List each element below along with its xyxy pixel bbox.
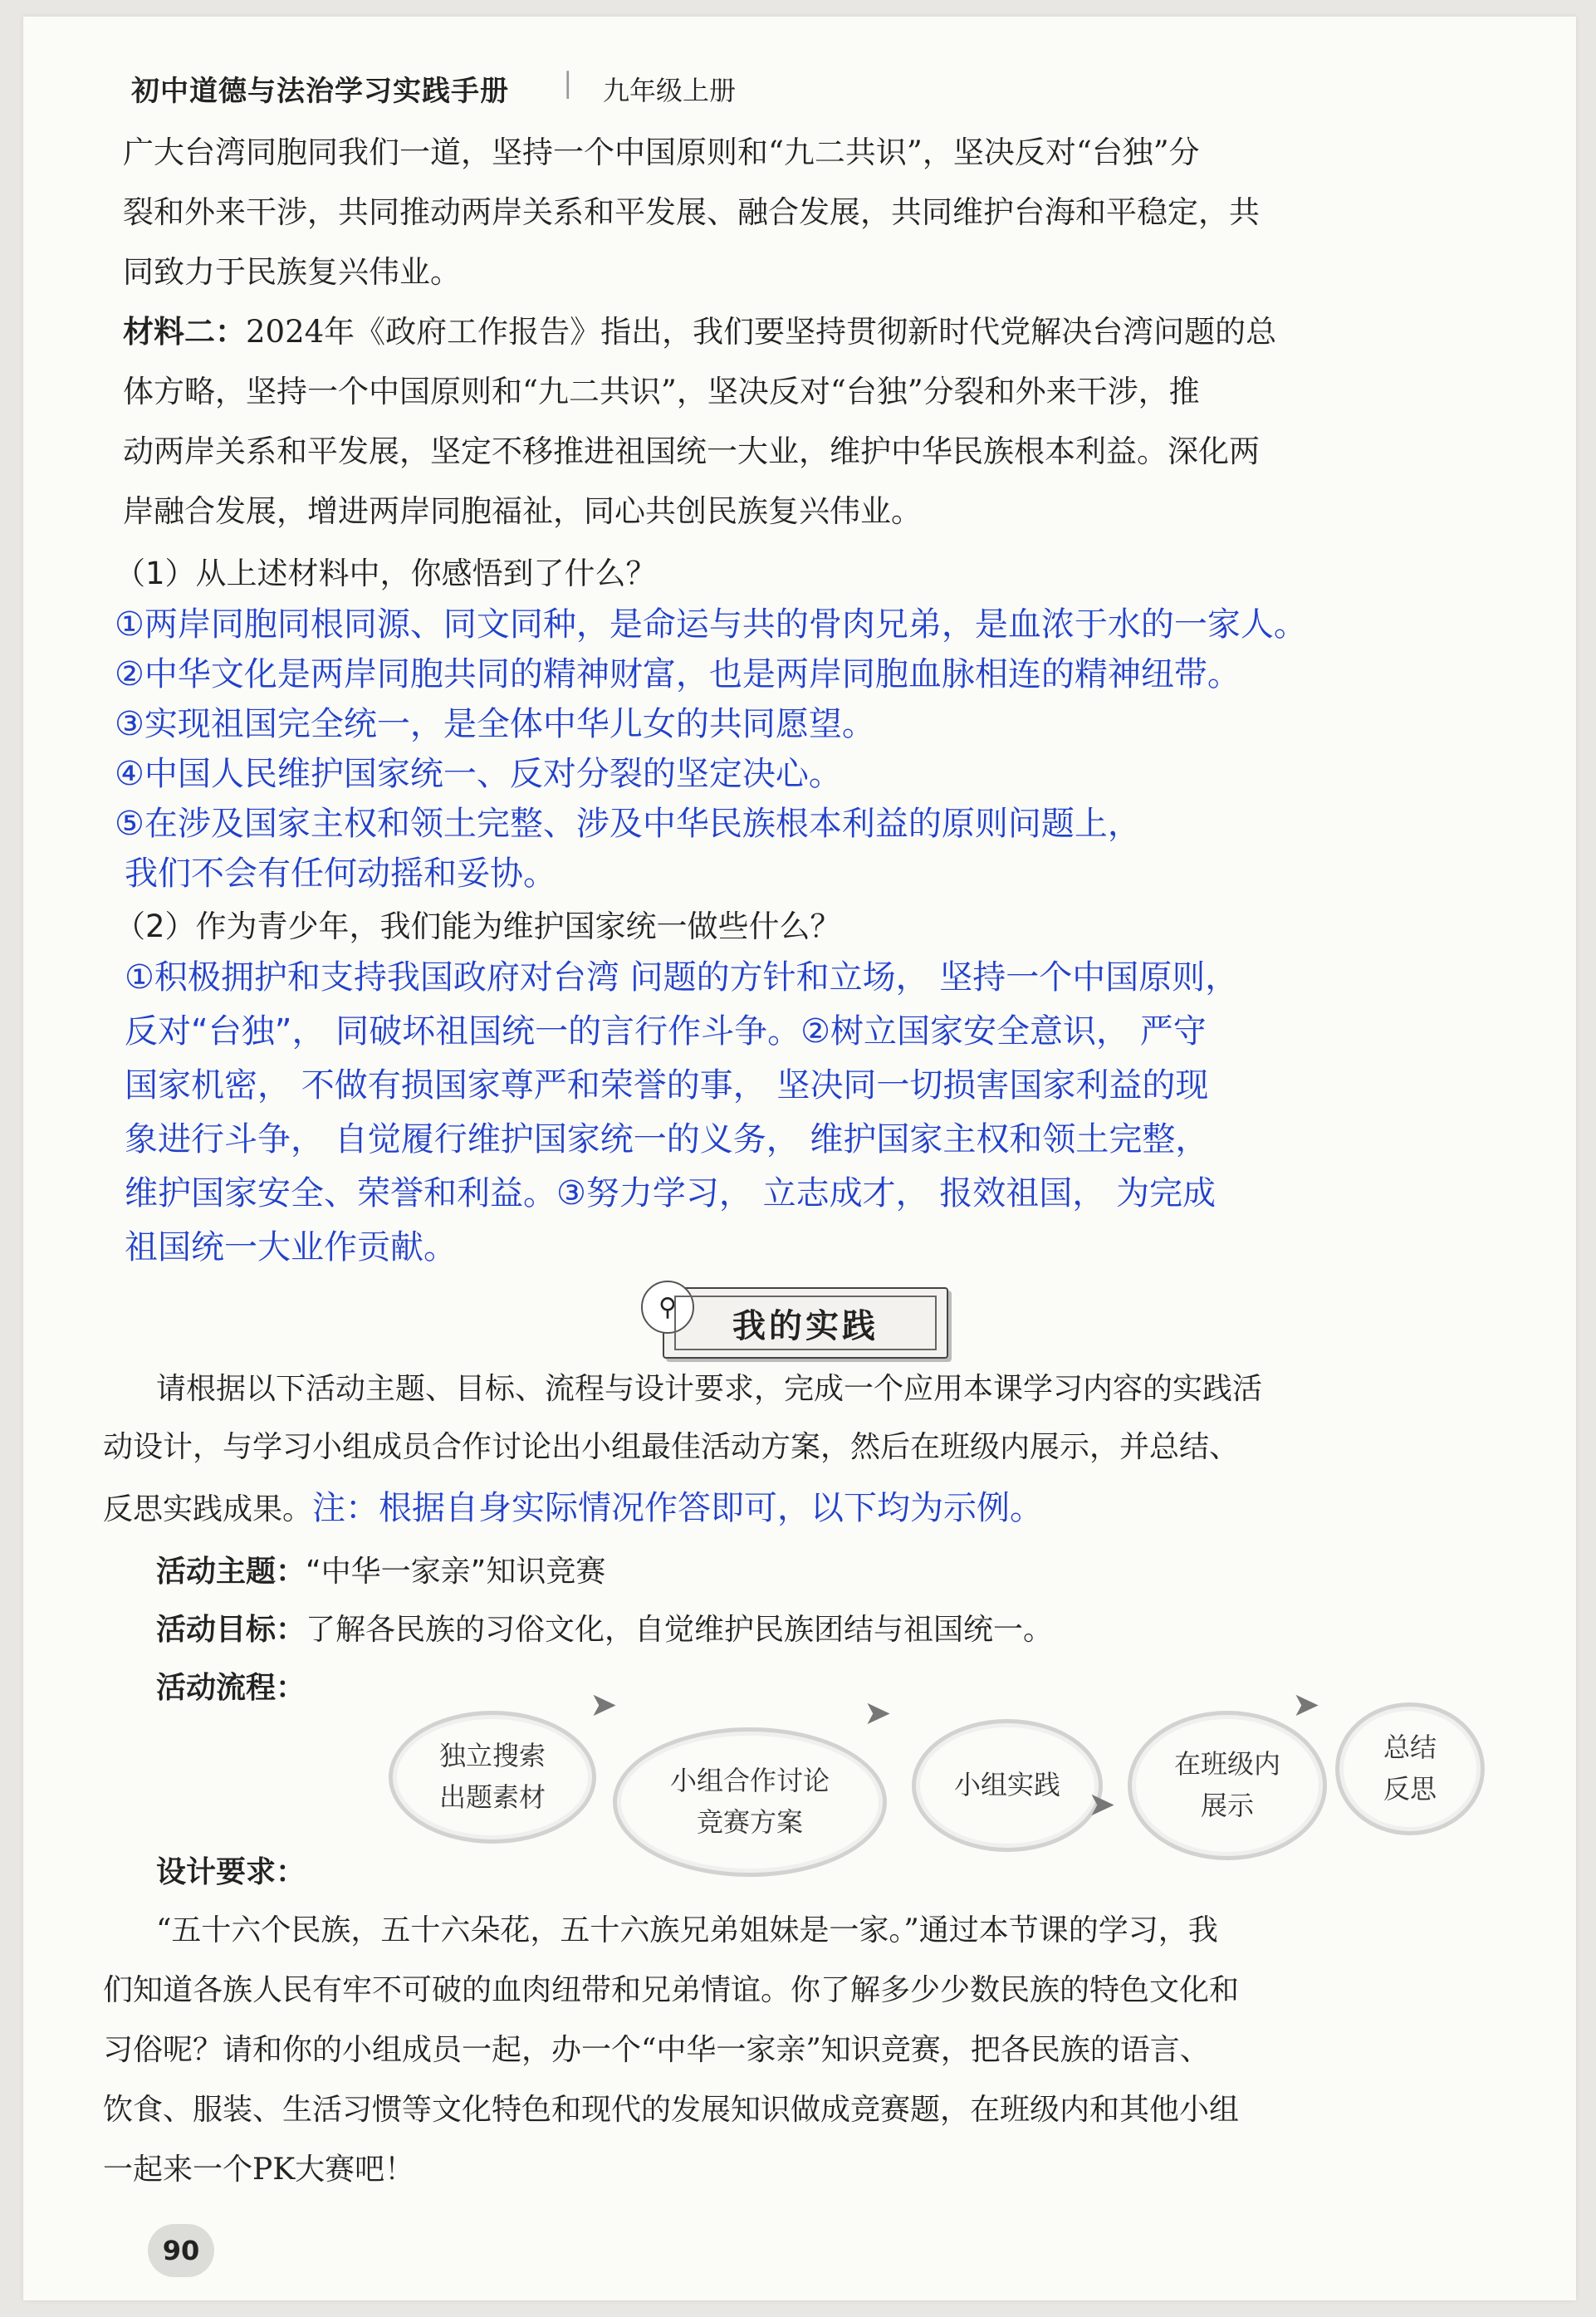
goal-label: 活动目标：	[156, 1613, 306, 1647]
design-line: 饮食、服装、生活习惯等文化特色和现代的发展知识做成竞赛题，在班级内和其他小组	[103, 2093, 1240, 2127]
practice-heading: 我的实践	[674, 1296, 937, 1350]
material2-label: 材料二：	[123, 314, 246, 350]
page-number: 90	[148, 2224, 214, 2277]
arrow-icon: ➤	[864, 1694, 892, 1732]
material2-line: 岸融合发展，增进两岸同胞福祉，同心共创民族复兴伟业。	[123, 493, 922, 529]
book-title: 初中道德与法治学习实践手册	[131, 75, 509, 108]
flow-step-text: 展示	[1200, 1790, 1254, 1821]
arrow-icon: ➤	[1088, 1786, 1116, 1824]
flow-step-reflect	[1335, 1702, 1485, 1835]
practice-intro-line: 动设计，与学习小组成员合作讨论出小组最佳活动方案，然后在班级内展示，并总结、	[103, 1430, 1240, 1464]
intro-line: 广大台湾同胞同我们一道，坚持一个中国原则和“九二共识”，坚决反对“台独”分	[123, 135, 1200, 170]
answer-2-line: 维护国家安全、荣誉和利益。③努力学习， 立志成才， 报效祖国， 为完成	[125, 1174, 1217, 1212]
question-1: （1）从上述材料中，你感悟到了什么？	[115, 556, 657, 591]
flow-step-text: 反思	[1383, 1773, 1437, 1805]
answer-2-line: 祖国统一大业作贡献。	[125, 1228, 457, 1266]
flow-step-text: 出题素材	[438, 1781, 546, 1813]
flow-step-practice	[912, 1719, 1103, 1852]
theme-label: 活动主题：	[156, 1555, 306, 1589]
answer-1-line: ①两岸同胞同根同源、同文同种，是命运与共的骨肉兄弟，是血浓于水的一家人。	[115, 605, 1307, 644]
flow-step-text: 小组实践	[953, 1769, 1060, 1801]
activity-goal	[156, 1611, 1053, 1650]
textbook-page	[23, 17, 1576, 2300]
answer-1-line: 我们不会有任何动摇和妥协。	[125, 855, 556, 893]
theme-text: “中华一家亲”知识竞赛	[306, 1555, 606, 1589]
material2-line: 体方略，坚持一个中国原则和“九二共识”，坚决反对“台独”分裂和外来干涉，推	[123, 374, 1200, 409]
practice-intro-line: 请根据以下活动主题、目标、流程与设计要求，完成一个应用本课学习内容的实践活	[156, 1372, 1263, 1406]
flow-step-text: 在班级内	[1173, 1748, 1280, 1781]
design-label: 设计要求：	[156, 1855, 306, 1889]
design-line: 习俗呢？请和你的小组成员一起，办一个“中华一家亲”知识竞赛，把各民族的语言、	[103, 2033, 1210, 2067]
answer-2-line: 反对“台独”， 同破坏祖国统一的言行作斗争。②树立国家安全意识， 严守	[125, 1012, 1207, 1051]
answer-1-line: ⑤在涉及国家主权和领土完整、涉及中华民族根本利益的原则问题上，	[115, 805, 1141, 843]
practice-intro-end: 反思实践成果。	[103, 1492, 313, 1526]
material2-line	[123, 312, 1276, 352]
material2-line: 动两岸关系和平发展，坚定不移推进祖国统一大业，维护中华民族根本利益。深化两	[123, 434, 1260, 469]
flow-step-present	[1128, 1711, 1327, 1860]
magnifier-icon: ⚲	[641, 1281, 694, 1334]
goal-text: 了解各民族的习俗文化，自觉维护民族团结与祖国统一。	[306, 1613, 1054, 1647]
answer-2-line: 国家机密， 不做有损国家尊严和荣誉的事， 坚决同一切损害国家利益的现	[125, 1066, 1209, 1105]
question-2: （2）作为青少年，我们能为维护国家统一做些什么？	[115, 909, 841, 944]
answer-1-line: ③实现祖国完全统一，是全体中华儿女的共同愿望。	[115, 705, 875, 743]
flow-step-text: 竞赛方案	[696, 1806, 803, 1838]
intro-line: 裂和外来干涉，共同推动两岸关系和平发展、融合发展，共同维护台海和平稳定，共	[123, 194, 1260, 230]
flow-step-search	[389, 1711, 596, 1844]
answer-1-line: ②中华文化是两岸同胞共同的精神财富，也是两岸同胞血脉相连的精神纽带。	[115, 655, 1241, 693]
flow-step-discuss	[613, 1727, 887, 1877]
grade-label: 九年级上册	[603, 75, 737, 106]
activity-theme	[156, 1553, 605, 1592]
flow-step-text: 小组合作讨论	[669, 1765, 830, 1797]
practice-note: 注：根据自身实际情况作答即可，以下均为示例。	[312, 1489, 1044, 1527]
design-line: “五十六个民族，五十六朵花，五十六族兄弟姐妹是一家。”通过本节课的学习，我	[156, 1913, 1218, 1947]
practice-intro-line	[103, 1487, 1043, 1530]
design-line: 一起来一个PK大赛吧！	[103, 2153, 415, 2187]
header-separator: |	[563, 66, 573, 100]
flow-label: 活动流程：	[156, 1671, 306, 1705]
material2-text: 2024年《政府工作报告》指出，我们要坚持贯彻新时代党解决台湾问题的总	[246, 314, 1277, 350]
design-line: 们知道各族人民有牢不可破的血肉纽带和兄弟情谊。你了解多少少数民族的特色文化和	[103, 1973, 1240, 2007]
answer-2-line: 象进行斗争， 自觉履行维护国家统一的义务， 维护国家主权和领土完整，	[125, 1120, 1209, 1158]
answer-2-line: ①积极拥护和支持我国政府对台湾 问题的方针和立场， 坚持一个中国原则，	[125, 958, 1239, 997]
arrow-icon: ➤	[1292, 1686, 1320, 1724]
intro-line: 同致力于民族复兴伟业。	[123, 254, 461, 290]
answer-1-line: ④中国人民维护国家统一、反对分裂的坚定决心。	[115, 755, 842, 793]
flow-step-text: 总结	[1383, 1732, 1437, 1764]
practice-section-badge	[658, 1287, 948, 1359]
arrow-icon: ➤	[590, 1686, 618, 1724]
flow-step-text: 独立搜索	[438, 1740, 546, 1772]
